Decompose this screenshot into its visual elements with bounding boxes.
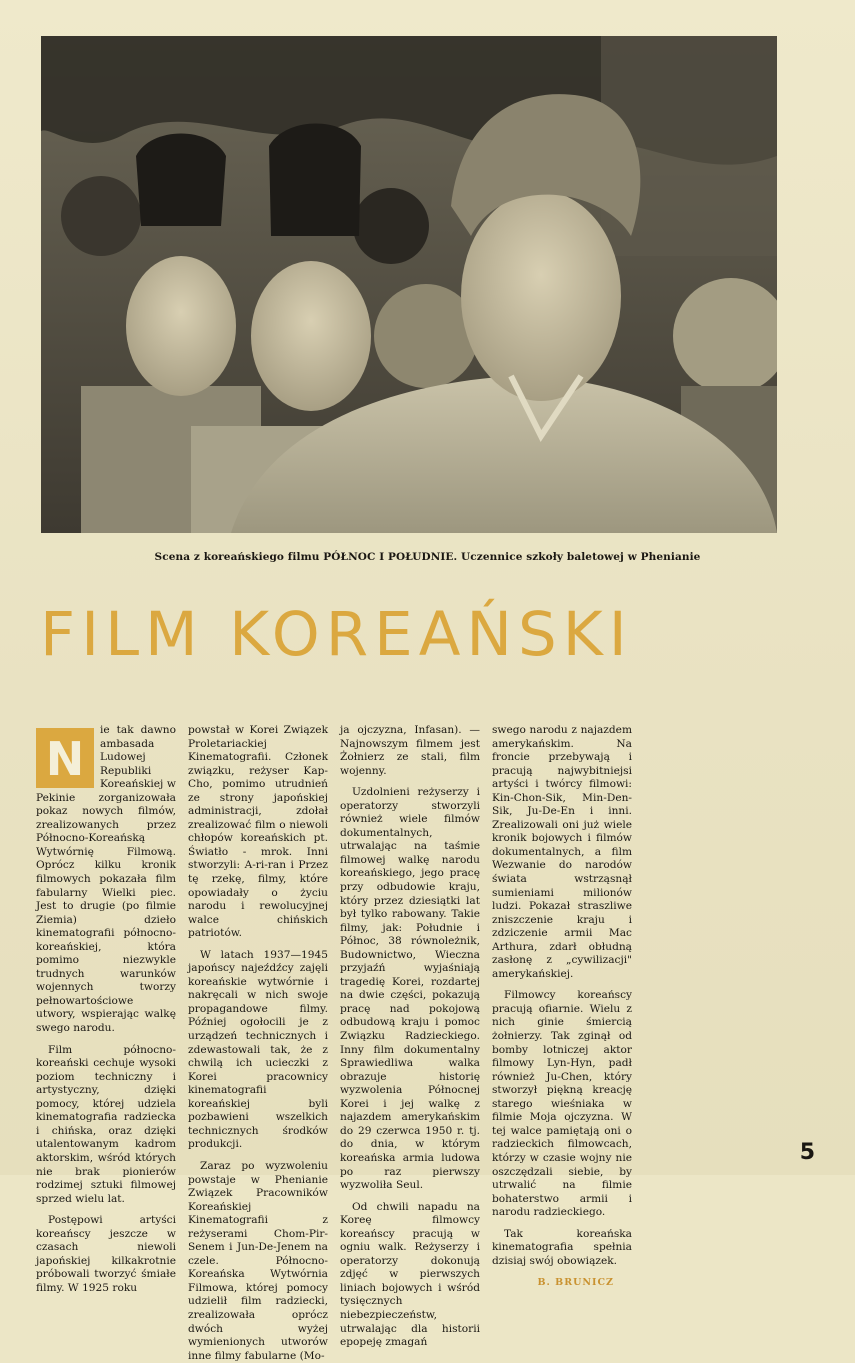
drop-cap-letter: N — [45, 732, 85, 786]
photo-caption — [0, 551, 855, 563]
film-still-photo — [41, 36, 777, 533]
article-column-1 — [36, 724, 176, 1294]
paragraph: Film północno-koreański cechuje wysoki poziom techniczny i artystyczny, dzięki pomocy, której udziela kinematografia radziecka i chińska, oraz dzięki utalentowanym kadrom aktorskim, wśród których nie brak pionierów rodzimej sztuki filmowej sprzed wielu lat. — [36, 1043, 176, 1205]
paragraph: Uzdolnieni reżyserzy i operatorzy stworzyli również wiele filmów dokumentalnych, utrwalając na taśmie filmowej walkę narodu koreańskiego, jego pracę przy odbudowie kraju, który przez dziesiątki lat był tylko rabowany. Takie filmy, jak: Południe i Północ, 38 równoleżnik, Budownictwo, Wieczna przyjaźń wyjaśniają tragedię Korei, rozdartej na dwie części, pokazują pracę nad pokojową odbudową kraju i pomoc Związku Radzieckiego. Inny film dokumentalny Sprawiedliwa walka obrazuje historię wyzwolenia Północnej Korei i jej walkę z najazdem amerykańskim do 29 czerwca 1950 r. tj. do dnia, w którym koreańska armia ludowa po raz pierwszy wyzwoliła Seul. — [340, 786, 480, 1192]
paragraph: swego narodu z najazdem amerykańskim. Na froncie przebywają i pracują najwybitniejsi artyści i twórcy filmowi: Kin-Chon-Sik, Min-Den-Sik, Ju-De-En i inni. Zrealizowali oni już wiele kronik bojowych i filmów dokumentalnych, a film Wezwanie do narodów świata wstrząsnął sumieniami milionów ludzi. Pokazał straszliwe zniszczenie kraju i zdziczenie armii Mac Arthura, zdarł obłudną zasłonę z „cywilizacji" amerykańskiej. — [492, 724, 632, 980]
caption-prefix: Scena z koreańskiego filmu — [154, 551, 320, 563]
author-signature: B. BRUNICZ — [537, 1277, 614, 1289]
article-column-3 — [340, 724, 480, 1349]
paragraph: Tak koreańska kinematografia spełnia dzisiaj swój obowiązek. — [492, 1227, 632, 1267]
article-body — [36, 724, 782, 1362]
caption-film-title: PÓŁNOC I POŁUDNIE. — [323, 551, 458, 563]
paragraph: Zaraz po wyzwoleniu powstaje w Phenianie Związek Pracowników Koreańskiej Kinematografii z reżyserami Chom-Pir-Senem i Jun-De-Jenem na czele. Północno-Koreańska Wytwórnia Filmowa, której pomocy udzielił film radziecki, zrealizowała oprócz dwóch wyżej wymienionych utworów inne filmy fabularne (Mo- — [188, 1159, 328, 1362]
article-column-2 — [188, 724, 328, 1362]
article-headline: FILM KOREAŃSKI — [40, 599, 633, 670]
paragraph: W latach 1937—1945 japońscy najeźdźcy zajęli koreańskie wytwórnie i nakręcali w nich swoje propagandowe filmy. Później ogołocili je z urządzeń technicznych i zdewastowali tak, że z chwilą ich ucieczki z Korei pracownicy kinematografii koreańskiej byli pozbawieni wszelkich technicznych środków produkcji. — [188, 948, 328, 1151]
article-column-4 — [492, 724, 632, 1289]
paragraph: Postępowi artyści koreańscy jeszcze w czasach niewoli japońskiej kilkakrotnie próbowali tworzyć śmiałe filmy. W 1925 roku — [36, 1214, 176, 1294]
paragraph: Od chwili napadu na Koreę filmowcy koreańscy pracują w ogniu walk. Reżyserzy i operatorzy dokonują zdjęć w pierwszych liniach bojowych i wśród tysięcznych niebezpieczeństw, utrwalając dla historii epopeję zmagań — [340, 1200, 480, 1349]
paragraph: ie tak dawno ambasada Ludowej Republiki Koreańskiej w Pekinie zorganizowała pokaz nowych filmów, zrealizowanych przez Północno-Koreańską Wytwórnię Filmową. Oprócz kilku kronik filmowych pokazała film fabularny Wielki piec. Jest to drugie (po filmie Ziemia) dzieło kinematografii północno-koreańskiej, która pomimo niezwykle trudnych warunków wojennych tworzy pełnowartościowe utwory, wspierając walkę swego narodu. — [36, 724, 176, 1035]
paragraph: powstał w Korei Związek Proletariackiej Kinematografii. Członek związku, reżyser Kap-Cho, pomimo utrudnień ze strony japońskiej administracji, zdołał zrealizować film o niewoli chłopów koreańskich pt. Światło - mrok. Inni stworzyli: A-ri-ran i Przez tę rzekę, filmy, które opowiadały o życiu narodu i rewolucyjnej walce chińskich patriotów. — [188, 724, 328, 940]
paragraph: Filmowcy koreańscy pracują ofiarnie. Wielu z nich ginie śmiercią żołnierzy. Tak zginął od bomby lotniczej aktor filmowy Lyn-Hyn, padł również Ju-Chen, który stworzył piękną kreację starego wieśniaka w filmie Moja ojczyzna. W tej walce pamiętają oni o radzieckich filmowcach, którzy w czasie wojny nie oszczędzali siebie, by utrwalić na filmie bohaterstwo armii i narodu radzieckiego. — [492, 989, 632, 1219]
photo-illustration — [41, 36, 777, 533]
drop-cap — [36, 728, 94, 788]
caption-suffix: Uczennice szkoły baletowej w Phenianie — [461, 551, 701, 563]
page-number: 5 — [799, 1140, 815, 1165]
paragraph: ja ojczyzna, Infasan). — Najnowszym filmem jest Żołnierz ze stali, film wojenny. — [340, 724, 480, 777]
